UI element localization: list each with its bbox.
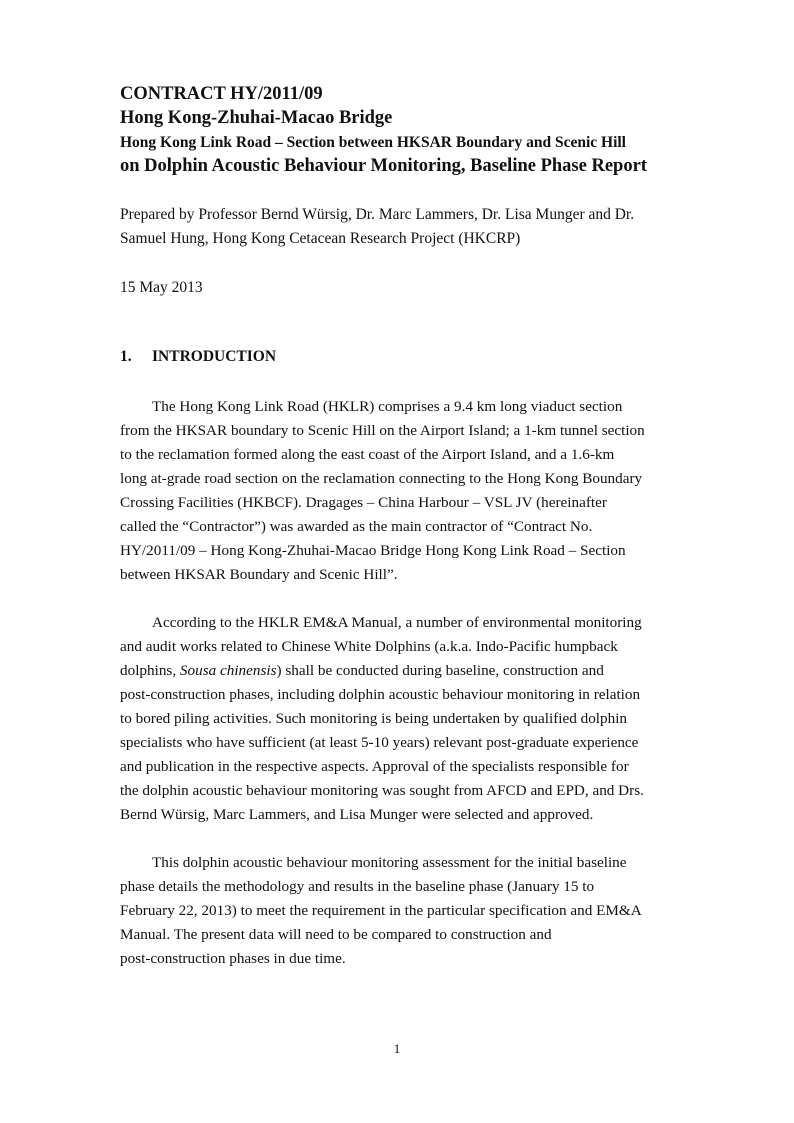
paragraph-line: post-construction phases, including dolphin acoustic behaviour monitoring in relation — [120, 686, 641, 703]
section-heading — [120, 346, 276, 368]
section-title: INTRODUCTION — [152, 348, 277, 365]
paragraph-line: and publication in the respective aspects. Approval of the specialists responsible for — [120, 758, 629, 775]
paragraph-1 — [120, 395, 676, 587]
text-run: ) shall be conducted during baseline, construction and — [276, 662, 604, 679]
paragraph-line: post-construction phases in due time. — [120, 950, 346, 967]
contract-title: CONTRACT HY/2011/09 — [120, 84, 323, 104]
section-number: 1. — [120, 348, 132, 365]
paragraph-line: According to the HKLR EM&A Manual, a number of environmental monitoring — [152, 614, 642, 631]
paragraph-line: called the “Contractor”) was awarded as the main contractor of “Contract No. — [120, 518, 593, 535]
prepared-by-line: Prepared by Professor Bernd Würsig, Dr. Marc Lammers, Dr. Lisa Munger and Dr. — [120, 206, 635, 223]
project-title: Hong Kong-Zhuhai-Macao Bridge — [120, 108, 393, 128]
paragraph-line: long at-grade road section on the reclamation connecting to the Hong Kong Boundary — [120, 470, 643, 487]
report-date: 15 May 2013 — [120, 279, 203, 296]
paragraph-line: and audit works related to Chinese White Dolphins (a.k.a. Indo-Pacific humpback — [120, 638, 618, 655]
paragraph-line: Bernd Würsig, Marc Lammers, and Lisa Munger were selected and approved. — [120, 806, 594, 823]
paragraph-line: HY/2011/09 – Hong Kong-Zhuhai-Macao Bridge Hong Kong Link Road – Section — [120, 542, 626, 559]
report-title: on Dolphin Acoustic Behaviour Monitoring, Baseline Phase Report — [120, 156, 647, 176]
paragraph-line: between HKSAR Boundary and Scenic Hill”. — [120, 566, 398, 583]
paragraph-line: from the HKSAR boundary to Scenic Hill on the Airport Island; a 1-km tunnel section — [120, 422, 645, 439]
text-run: dolphins, — [120, 662, 180, 679]
prepared-by — [120, 203, 680, 251]
paragraph-line: the dolphin acoustic behaviour monitoring was sought from AFCD and EPD, and Drs. — [120, 782, 644, 799]
species-name: Sousa chinensis — [179, 662, 277, 679]
paragraph-3 — [120, 851, 676, 971]
paragraph-line: February 22, 2013) to meet the requirement in the particular specification and EM&A — [120, 902, 642, 919]
paragraph-line: phase details the methodology and results in the baseline phase (January 15 to — [120, 878, 595, 895]
paragraph-line: to bored piling activities. Such monitoring is being undertaken by qualified dolphin — [120, 710, 628, 727]
paragraph-line: specialists who have sufficient (at least 5-10 years) relevant post-graduate experience — [120, 734, 639, 751]
paragraph-2 — [120, 611, 676, 827]
section-subtitle: Hong Kong Link Road – Section between HKSAR Boundary and Scenic Hill — [120, 134, 626, 151]
paragraph-line — [120, 659, 676, 683]
prepared-by-line: Samuel Hung, Hong Kong Cetacean Research Project (HKCRP) — [120, 230, 521, 247]
paragraph-line: This dolphin acoustic behaviour monitoring assessment for the initial baseline — [152, 854, 627, 871]
paragraph-line: Manual. The present data will need to be compared to construction and — [120, 926, 552, 943]
page-number: 1 — [393, 1041, 401, 1056]
paragraph-line: The Hong Kong Link Road (HKLR) comprises a 9.4 km long viaduct section — [152, 398, 623, 415]
paragraph-line: Crossing Facilities (HKBCF). Dragages – China Harbour – VSL JV (hereinafter — [120, 494, 607, 511]
paragraph-line: to the reclamation formed along the east coast of the Airport Island, and a 1.6-km — [120, 446, 615, 463]
